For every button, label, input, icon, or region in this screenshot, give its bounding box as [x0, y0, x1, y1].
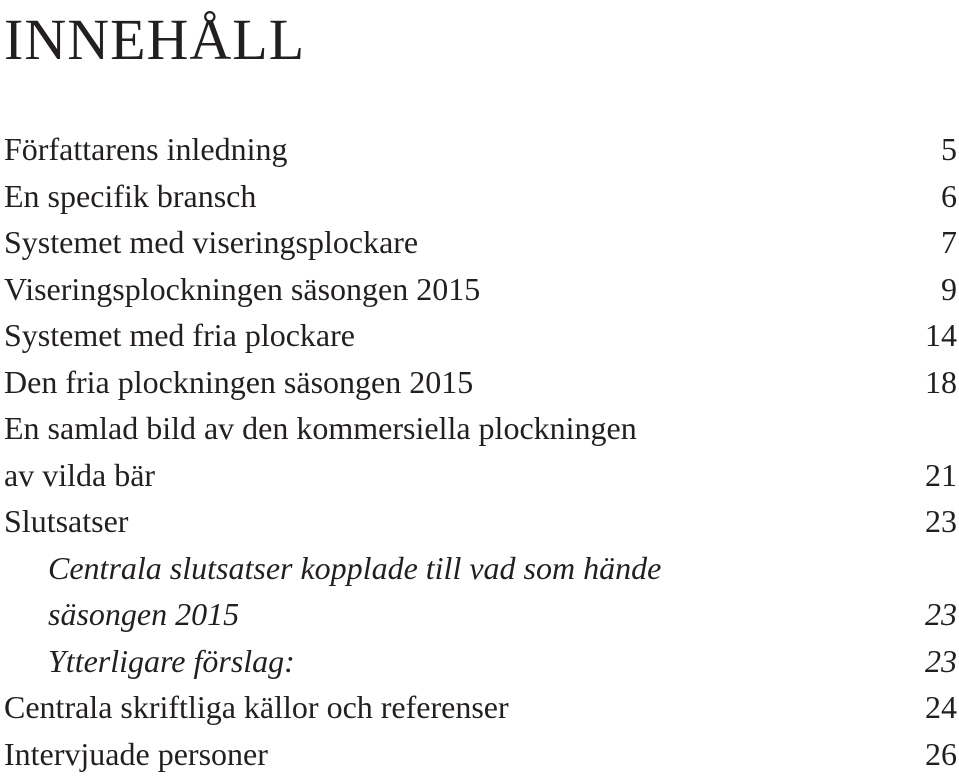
toc-entry-page: 9	[941, 266, 957, 313]
toc-subentry	[0, 591, 959, 638]
toc-entry-label: Centrala slutsatser kopplade till vad som hände	[48, 545, 661, 592]
toc-entry-page: 24	[925, 684, 957, 731]
toc-entry-page: 26	[925, 731, 957, 777]
toc-entry-label: Systemet med viseringsplockare	[4, 219, 418, 266]
toc-entry-page: 21	[925, 452, 957, 499]
page-title: INNEHÅLL	[4, 8, 305, 72]
toc-entry-label: Systemet med fria plockare	[4, 312, 355, 359]
toc-entry	[0, 731, 959, 777]
toc-entry	[0, 452, 959, 499]
toc-entry-label: av vilda bär	[4, 452, 155, 499]
toc-entry-page: 14	[925, 312, 957, 359]
toc-entry-label: En specifik bransch	[4, 173, 256, 220]
toc-entry-page: 7	[941, 219, 957, 266]
toc-entry	[0, 684, 959, 731]
toc-entry	[0, 312, 959, 359]
toc-entry-label: Intervjuade personer	[4, 731, 268, 777]
toc-subentry	[0, 545, 959, 592]
toc-subentry	[0, 638, 959, 685]
toc-entry-page: 18	[925, 359, 957, 406]
toc-entry	[0, 266, 959, 313]
toc-entry-label: Centrala skriftliga källor och referenser	[4, 684, 509, 731]
toc-entry-label: Slutsatser	[4, 498, 128, 545]
toc-entry-label: Den fria plockningen säsongen 2015	[4, 359, 473, 406]
toc-entry-page: 5	[941, 126, 957, 173]
toc-entry	[0, 498, 959, 545]
toc-entry-label: Viseringsplockningen säsongen 2015	[4, 266, 480, 313]
toc-entry	[0, 359, 959, 406]
toc-entry-label: En samlad bild av den kommersiella plockningen	[4, 405, 637, 452]
toc-entry	[0, 405, 959, 452]
toc-entry-page: 23	[925, 591, 957, 638]
toc-entry-label: Författarens inledning	[4, 126, 287, 173]
toc-entry-label: Ytterligare förslag:	[48, 638, 295, 685]
toc-entry-page: 23	[925, 498, 957, 545]
table-of-contents	[0, 126, 959, 777]
toc-entry-label: säsongen 2015	[48, 591, 239, 638]
toc-entry	[0, 173, 959, 220]
toc-entry-page: 23	[925, 638, 957, 685]
toc-entry-page: 6	[941, 173, 957, 220]
toc-entry	[0, 219, 959, 266]
toc-entry	[0, 126, 959, 173]
